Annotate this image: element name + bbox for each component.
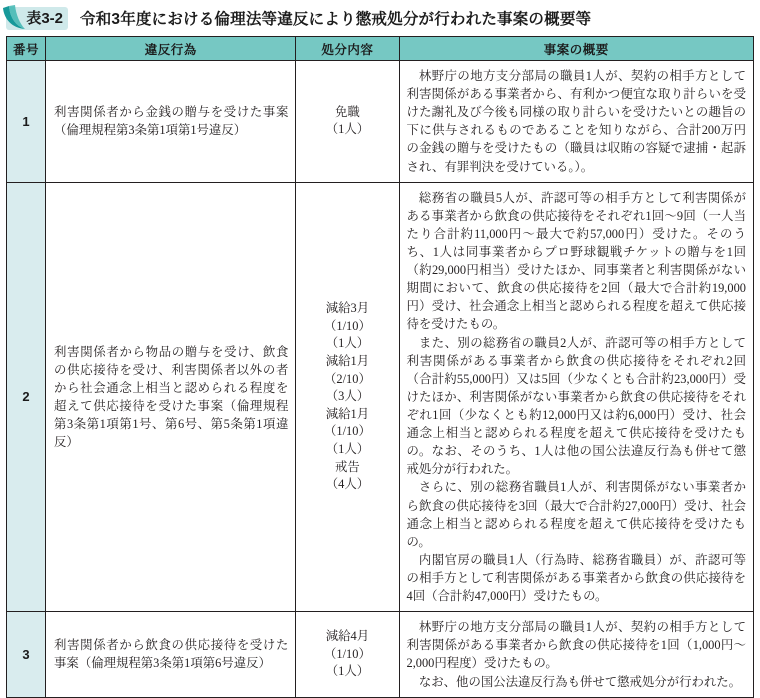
cases-table [6, 36, 754, 698]
table-row [7, 612, 754, 697]
column-header-disposition: 処分内容 [296, 37, 399, 61]
disposition-line: （1人） [325, 664, 370, 679]
disposition-line: 減給4月 [325, 628, 370, 643]
summary-text [407, 67, 747, 176]
summary-cell [399, 612, 754, 697]
summary-paragraph: 総務省の職員5人が、許認可等の相手方として利害関係がある事業者から飲食の供応接待をそれぞれ1回〜9回（一人当たり合計約11,000円〜最大で約57,000円）受けた。そのうち、1人は同事業者からプロ野球観戦チケットの贈与を1回（約29,000円相当）受けたほか、同事業者と利害関係がない期間において、飲食の供応接待を2回（最大で合計約19,000円）受け、社会通念上相当と認められる程度を超えて供応接待を受けたもの。 [406, 190, 746, 332]
disposition-line: 減給3月 [325, 301, 370, 316]
summary-paragraph: 内閣官房の職員1人（行為時、総務省職員）が、許認可等の相手方として利害関係がある事業者から飲食の供応接待を4回（合計約47,000円）受けたもの。 [406, 552, 746, 604]
disposition-line: （1人） [325, 336, 370, 351]
disposition-cell [296, 182, 399, 612]
summary-paragraph: さらに、別の総務省職員1人が、利害関係がない事業者から飲食の供応接待を3回（最大で合計約27,000円）受け、社会通念上相当と認められる程度を超えて供応接待を受けたもの。 [406, 480, 746, 549]
disposition-line: 戒告 [335, 459, 360, 474]
summary-text [407, 618, 747, 690]
table-title-bar [0, 0, 760, 36]
swoosh-icon [2, 4, 28, 31]
page-title: 令和3年度における倫理法等違反により懲戒処分が行われた事案の概要等 [80, 11, 592, 28]
disposition-line: （1/10） [324, 318, 371, 333]
table-row [7, 61, 754, 183]
violation-text: 利害関係者から物品の贈与を受け、飲食の供応接待を受け、利害関係者以外の者から社会通念上相当と認められる程度を超えて供応接待を受けた事案（倫理規程第3条第1項第1号、第6号、第5条第1項違反） [54, 344, 289, 450]
summary-cell [399, 61, 754, 183]
disposition-cell [296, 612, 399, 697]
row-number-cell: 1 [7, 61, 46, 183]
summary-paragraph: 林野庁の地方支分部局の職員1人が、契約の相手方として利害関係がある事業者から、有利かつ便宜な取り計らいを受けた謝礼及び今後も同様の取り計らいを受けたいとの趣旨の下に供与されるものであることを知りながら、合計200万円の金銭の贈与を受けたもの（職員は収賄の容疑で逮捕・起訴され、有罪判決を受けている。）。 [406, 69, 746, 174]
disposition-line: 減給1月 [325, 353, 370, 368]
violation-text: 利害関係者から飲食の供応接待を受けた事案（倫理規程第3条第1項第6号違反） [54, 638, 289, 671]
column-header-violation: 違反行為 [46, 37, 296, 61]
table-header-row [7, 37, 754, 61]
summary-paragraph: なお、他の国公法違反行為も併せて懲戒処分が行われた。 [418, 674, 742, 689]
table-number-badge [6, 7, 68, 30]
disposition-cell [296, 61, 399, 183]
disposition-line: （4人） [325, 477, 370, 492]
disposition-line: 減給1月 [325, 406, 370, 421]
disposition-line: （1/10） [324, 424, 371, 439]
table-row [7, 182, 754, 612]
disposition-line: （2/10） [324, 371, 371, 386]
disposition-line: （1人） [325, 122, 370, 137]
disposition-line: 免職 [335, 104, 360, 119]
table-header [7, 37, 754, 61]
column-header-no: 番号 [7, 37, 46, 61]
column-header-summary: 事案の概要 [399, 37, 754, 61]
disposition-line: （1人） [325, 441, 370, 456]
violation-cell [46, 612, 296, 697]
violation-cell [46, 182, 296, 612]
violation-cell [46, 61, 296, 183]
summary-paragraph: 林野庁の地方支分部局の職員1人が、契約の相手方として利害関係がある事業者から飲食の供応接待を1回（1,000円〜2,000円程度）受けたもの。 [406, 620, 746, 671]
disposition-line: （3人） [325, 389, 370, 404]
table-number-label: 表3-2 [26, 9, 63, 27]
summary-cell [399, 182, 754, 612]
table-body [7, 61, 754, 698]
summary-paragraph: また、別の総務省の職員2人が、許認可等の相手方として利害関係がある事業者から飲食の供応接待をそれぞれ2回（合計約55,000円）又は5回（少なくとも合計約23,000円）受けたほか、利害関係がない事業者から飲食の供応接待をそれぞれ1回（少なくとも約12,000円又は約6,000円）受け、社会通念上相当と認められる程度を超えて供応接待を受けたもの。なお、そのうち、1人は他の国公法違反行為も併せて懲戒処分が行われた。 [406, 335, 746, 477]
disposition-line: （1/10） [324, 646, 371, 661]
row-number-cell: 2 [7, 182, 46, 612]
summary-text [407, 189, 747, 606]
violation-text: 利害関係者から金銭の贈与を受けた事案（倫理規程第3条第1項第1号違反） [54, 105, 289, 138]
row-number-cell: 3 [7, 612, 46, 697]
